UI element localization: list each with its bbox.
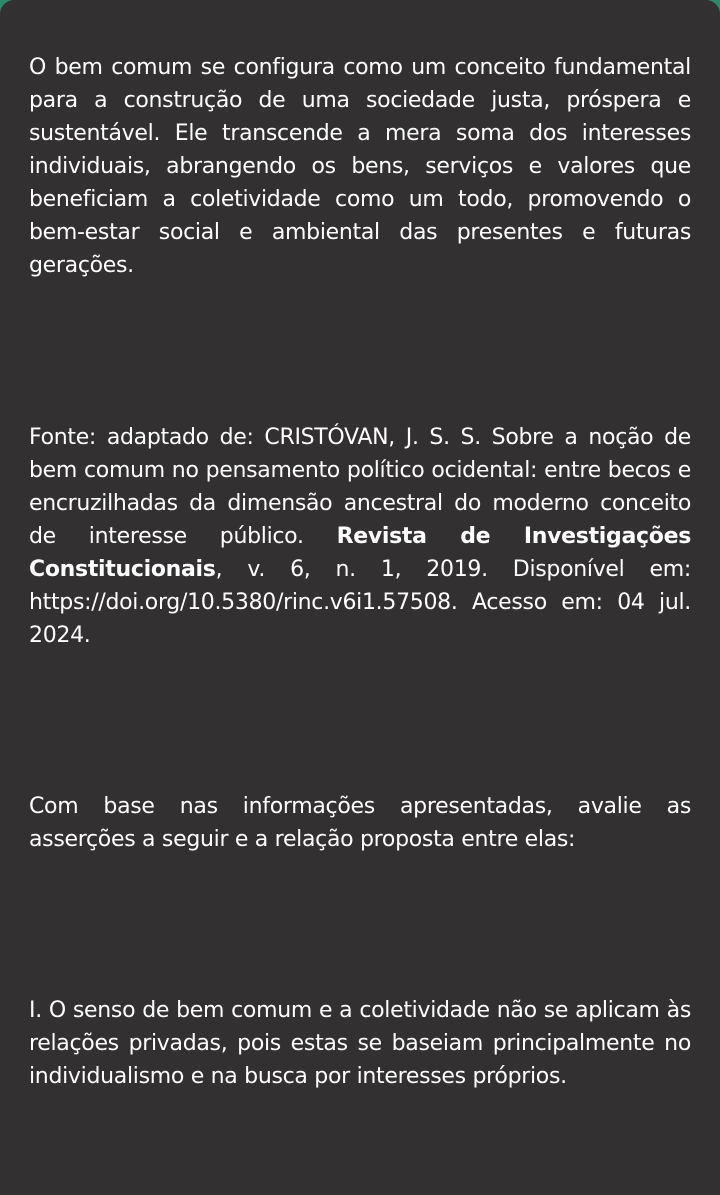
spacer — [29, 282, 691, 421]
spacer — [29, 652, 691, 790]
journal-title: Revista de Investigações Constitucionais — [29, 524, 692, 582]
intro-paragraph: O bem comum se configura como um conceito fundamental para a construção de uma sociedade justa, próspera e sustentável. Ele transcende a mera soma dos interesses individuais, abrangendo os bens, serviços e valores que beneficiam a coletividade como um todo, promovendo o bem-estar social e ambiental das presentes e futuras gerações. — [29, 55, 691, 278]
source-citation — [29, 421, 691, 652]
spacer — [29, 856, 691, 994]
document-content — [29, 51, 691, 1093]
question-prompt: Com base nas informações apresentadas, avalie as asserções a seguir e a relação proposta entre elas: — [29, 794, 691, 852]
assertion-one: I. O senso de bem comum e a coletividade não se aplicam às relações privadas, pois estas se baseiam principalmente no individualismo e na busca por interesses próprios. — [29, 998, 691, 1089]
citation-details: , v. 6, n. 1, 2019. Disponível em: https://doi.org/10.5380/rinc.v6i1.57508. Acesso em: 04 jul. 2024. — [29, 557, 691, 648]
citation-text: Fonte: adaptado de: CRISTÓVAN, J. S. S. Sobre a noção de bem comum no pensamento político ocidental: entre becos e encruzilhadas da dimensão ancestral do moderno conceito de interesse público. — [29, 425, 691, 549]
